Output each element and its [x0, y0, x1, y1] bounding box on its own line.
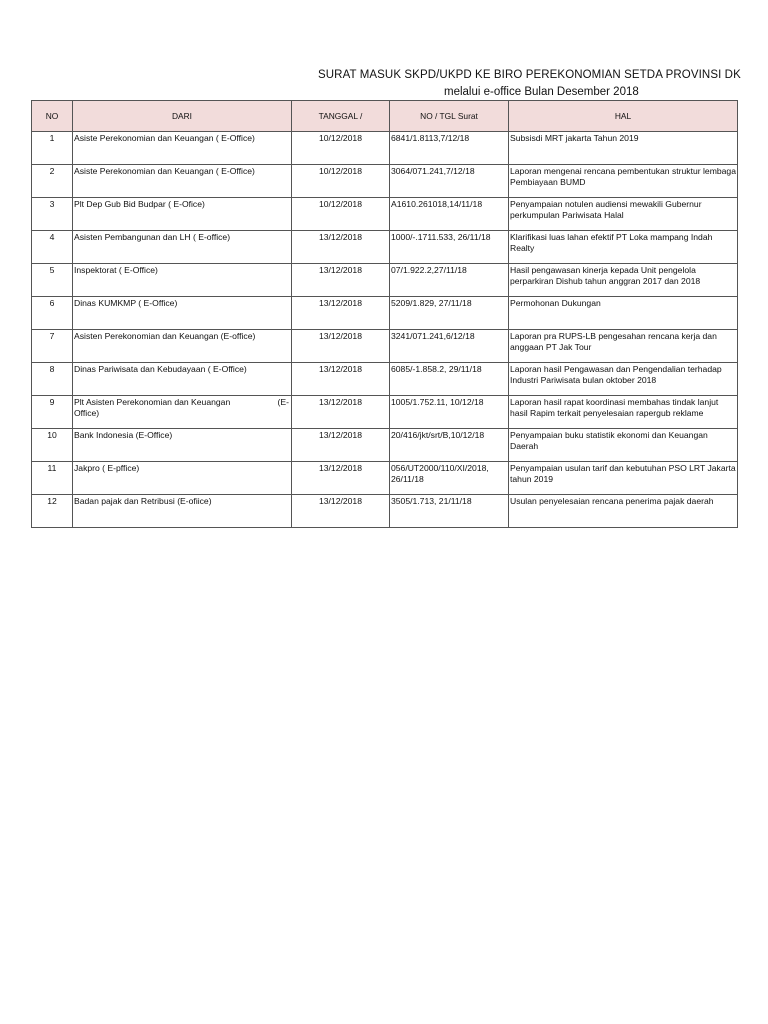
cell-tanggal: 13/12/2018 [292, 231, 390, 264]
cell-dari: Dinas KUMKMP ( E-Office) [73, 297, 292, 330]
cell-no-surat: 6841/1.8113,7/12/18 [390, 132, 509, 165]
cell-hal: Permohonan Dukungan [509, 297, 738, 330]
cell-no-surat: 3505/1.713, 21/11/18 [390, 495, 509, 528]
cell-hal: Laporan hasil Pengawasan dan Pengendalian terhadap Industri Pariwisata bulan oktober 2018 [509, 363, 738, 396]
cell-no-surat: 20/416/jkt/srt/B,10/12/18 [390, 429, 509, 462]
cell-no: 9 [32, 396, 73, 429]
cell-hal: Hasil pengawasan kinerja kepada Unit pengelola perparkiran Dishub tahun anggran 2017 dan 2018 [509, 264, 738, 297]
cell-tanggal: 13/12/2018 [292, 429, 390, 462]
table-header-row [32, 101, 738, 132]
table-row [32, 495, 738, 528]
cell-no-surat: 3064/071.241,7/12/18 [390, 165, 509, 198]
cell-hal: Subsisdi MRT jakarta Tahun 2019 [509, 132, 738, 165]
cell-dari: Badan pajak dan Retribusi (E-ofiice) [73, 495, 292, 528]
document-title: SURAT MASUK SKPD/UKPD KE BIRO PEREKONOMIAN SETDA PROVINSI DK [318, 69, 741, 81]
column-header-dari: DARI [73, 101, 292, 132]
cell-tanggal: 13/12/2018 [292, 363, 390, 396]
cell-tanggal: 13/12/2018 [292, 297, 390, 330]
table-row [32, 396, 738, 429]
cell-tanggal: 10/12/2018 [292, 165, 390, 198]
cell-no: 5 [32, 264, 73, 297]
table-row [32, 363, 738, 396]
cell-no-surat: 1005/1.752.11, 10/12/18 [390, 396, 509, 429]
cell-no: 11 [32, 462, 73, 495]
cell-hal: Penyampaian notulen audiensi mewakili Gubernur perkumpulan Pariwisata Halal [509, 198, 738, 231]
cell-hal: Penyampaian usulan tarif dan kebutuhan PSO LRT Jakarta tahun 2019 [509, 462, 738, 495]
table-row [32, 132, 738, 165]
cell-dari: Inspektorat ( E-Office) [73, 264, 292, 297]
document-subtitle: melalui e-office Bulan Desember 2018 [444, 86, 639, 98]
cell-hal: Usulan penyelesaian rencana penerima pajak daerah [509, 495, 738, 528]
cell-tanggal: 13/12/2018 [292, 264, 390, 297]
cell-no: 4 [32, 231, 73, 264]
cell-no: 8 [32, 363, 73, 396]
cell-tanggal: 10/12/2018 [292, 132, 390, 165]
cell-hal: Laporan hasil rapat koordinasi membahas tindak lanjut hasil Rapim terkait penyelesaian rapergub reklame [509, 396, 738, 429]
cell-no-surat: 1000/-.1711.533, 26/11/18 [390, 231, 509, 264]
cell-no: 6 [32, 297, 73, 330]
cell-tanggal: 13/12/2018 [292, 462, 390, 495]
cell-dari [73, 396, 292, 429]
cell-hal: Laporan mengenai rencana pembentukan struktur lembaga Pembiayaan BUMD [509, 165, 738, 198]
cell-no: 10 [32, 429, 73, 462]
cell-hal: Laporan pra RUPS-LB pengesahan rencana kerja dan anggaan PT Jak Tour [509, 330, 738, 363]
cell-dari-tail: (E- [277, 397, 289, 407]
cell-no: 7 [32, 330, 73, 363]
table-row [32, 462, 738, 495]
table-row [32, 429, 738, 462]
column-header-hal: HAL [509, 101, 738, 132]
cell-no-surat: 056/UT2000/110/XI/2018, 26/11/18 [390, 462, 509, 495]
cell-no: 12 [32, 495, 73, 528]
cell-no: 3 [32, 198, 73, 231]
cell-hal: Klarifikasi luas lahan efektif PT Loka mampang Indah Realty [509, 231, 738, 264]
table-row [32, 165, 738, 198]
cell-no-surat: 5209/1.829, 27/11/18 [390, 297, 509, 330]
cell-dari: Asiste Perekonomian dan Keuangan ( E-Office) [73, 165, 292, 198]
table-row [32, 198, 738, 231]
cell-no-surat: 6085/-1.858.2, 29/11/18 [390, 363, 509, 396]
cell-dari: Asisten Perekonomian dan Keuangan (E-office) [73, 330, 292, 363]
cell-no: 2 [32, 165, 73, 198]
cell-no: 1 [32, 132, 73, 165]
cell-tanggal: 10/12/2018 [292, 198, 390, 231]
cell-dari-text: Plt Asisten Perekonomian dan Keuangan [74, 397, 231, 407]
cell-dari: Plt Dep Gub Bid Budpar ( E-Ofice) [73, 198, 292, 231]
cell-tanggal: 13/12/2018 [292, 396, 390, 429]
table-row [32, 231, 738, 264]
column-header-no-tgl-surat: NO / TGL Surat [390, 101, 509, 132]
cell-dari-line2: Office) [74, 408, 100, 418]
cell-tanggal: 13/12/2018 [292, 495, 390, 528]
cell-tanggal: 13/12/2018 [292, 330, 390, 363]
cell-dari: Asiste Perekonomian dan Keuangan ( E-Office) [73, 132, 292, 165]
column-header-no: NO [32, 101, 73, 132]
cell-no-surat: 3241/071.241,6/12/18 [390, 330, 509, 363]
incoming-letters-table [31, 100, 738, 528]
table-row [32, 264, 738, 297]
column-header-tanggal: TANGGAL / [292, 101, 390, 132]
cell-dari: Dinas Pariwisata dan Kebudayaan ( E-Office) [73, 363, 292, 396]
cell-hal: Penyampaian buku statistik ekonomi dan Keuangan Daerah [509, 429, 738, 462]
cell-dari: Asisten Pembangunan dan LH ( E-office) [73, 231, 292, 264]
cell-no-surat: A1610.261018,14/11/18 [390, 198, 509, 231]
cell-dari: Bank Indonesia (E-Office) [73, 429, 292, 462]
table-row [32, 330, 738, 363]
cell-dari: Jakpro ( E-pffice) [73, 462, 292, 495]
table-row [32, 297, 738, 330]
cell-no-surat: 07/1.922.2,27/11/18 [390, 264, 509, 297]
